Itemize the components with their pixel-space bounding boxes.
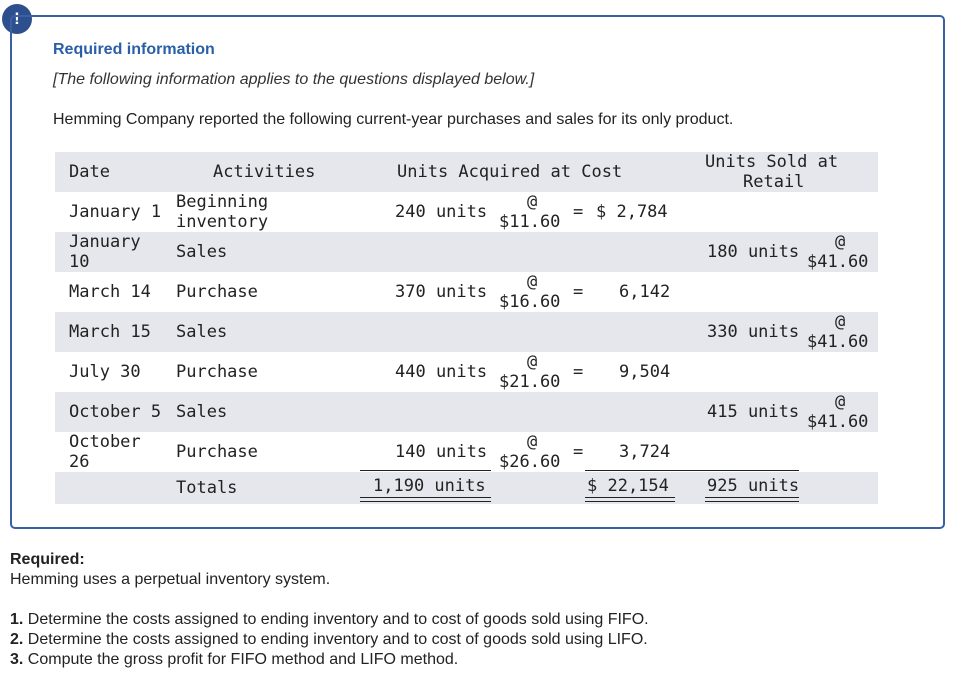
header-units-acquired: Units Acquired at Cost xyxy=(397,162,623,182)
row-sold-units: 180 units xyxy=(707,242,800,262)
row-sold-price: $41.60 xyxy=(807,332,869,352)
row-at-sign: @ xyxy=(527,432,538,452)
header-activities: Activities xyxy=(213,162,316,182)
row-unit-cost: $16.60 xyxy=(499,292,561,312)
required-label: Required: xyxy=(10,551,85,568)
row-activity-line2: inventory xyxy=(176,212,269,232)
cost-subtotal-rule xyxy=(585,470,799,471)
inventory-table xyxy=(55,152,878,504)
row-sold-price: $41.60 xyxy=(807,252,869,272)
row-date: October xyxy=(69,432,141,452)
row-equals: = xyxy=(573,362,584,382)
row-sold-units: 415 units xyxy=(707,402,800,422)
row-activity: Purchase xyxy=(176,442,258,462)
row-total-cost: $ 2,784 xyxy=(596,202,668,222)
row-total-cost: 9,504 xyxy=(619,362,671,382)
row-sold-at-sign: @ xyxy=(835,392,846,412)
row-unit-cost: $21.60 xyxy=(499,372,561,392)
question-3 xyxy=(10,651,458,669)
problem-intro: Hemming Company reported the following current-year purchases and sales for its only product. xyxy=(53,111,734,128)
row-activity: Sales xyxy=(176,242,228,262)
totals-units-acquired: 1,190 units xyxy=(373,476,486,496)
row-date: March 15 xyxy=(69,322,151,342)
question-number: 1. xyxy=(10,611,24,628)
question-text: Compute the gross profit for FIFO method and LIFO method. xyxy=(23,651,459,668)
units-total-double-rule xyxy=(360,497,491,502)
sold-total-double-rule xyxy=(705,497,799,502)
row-date: March 14 xyxy=(69,282,151,302)
row-date-line2: 26 xyxy=(69,452,90,472)
totals-units-sold: 925 units xyxy=(707,476,800,496)
row-date: January xyxy=(69,232,141,252)
totals-cost: $ 22,154 xyxy=(587,476,669,496)
row-units: 240 units xyxy=(395,202,488,222)
row-unit-cost: $26.60 xyxy=(499,452,561,472)
row-total-cost: 6,142 xyxy=(619,282,671,302)
row-date-line2: 10 xyxy=(69,252,90,272)
row-at-sign: @ xyxy=(527,352,538,372)
question-1 xyxy=(10,611,649,629)
totals-label: Totals xyxy=(176,478,238,498)
row-activity: Purchase xyxy=(176,362,258,382)
row-activity: Sales xyxy=(176,322,228,342)
row-sold-units: 330 units xyxy=(707,322,800,342)
row-sold-at-sign: @ xyxy=(835,312,846,332)
header-units-sold-retail: Retail xyxy=(743,172,805,192)
header-date: Date xyxy=(69,162,110,182)
row-units: 140 units xyxy=(395,442,488,462)
row-date: October 5 xyxy=(69,402,162,422)
row-equals: = xyxy=(573,442,584,462)
cost-total-double-rule xyxy=(585,497,675,502)
row-activity: Sales xyxy=(176,402,228,422)
row-total-cost: 3,724 xyxy=(619,442,671,462)
row-units: 440 units xyxy=(395,362,488,382)
row-date: January 1 xyxy=(69,202,162,222)
header-units-sold: Units Sold at xyxy=(705,152,839,172)
row-equals: = xyxy=(573,202,584,222)
required-information-title: Required information xyxy=(53,41,215,58)
information-note: [The following information applies to the questions displayed below.] xyxy=(53,71,535,88)
row-equals: = xyxy=(573,282,584,302)
row-activity: Beginning xyxy=(176,192,269,212)
row-at-sign: @ xyxy=(527,192,538,212)
question-text: Determine the costs assigned to ending inventory and to cost of goods sold using FIFO. xyxy=(23,611,649,628)
question-2 xyxy=(10,631,648,649)
question-number: 3. xyxy=(10,651,24,668)
question-text: Determine the costs assigned to ending inventory and to cost of goods sold using LIFO. xyxy=(23,631,648,648)
required-text: Hemming uses a perpetual inventory system. xyxy=(10,571,331,588)
row-date: July 30 xyxy=(69,362,141,382)
alert-icon: ! xyxy=(2,4,32,34)
row-units: 370 units xyxy=(395,282,488,302)
question-number: 2. xyxy=(10,631,24,648)
row-sold-at-sign: @ xyxy=(835,232,846,252)
row-sold-price: $41.60 xyxy=(807,412,869,432)
row-activity: Purchase xyxy=(176,282,258,302)
row-unit-cost: $11.60 xyxy=(499,212,561,232)
row-at-sign: @ xyxy=(527,272,538,292)
units-subtotal-rule xyxy=(360,470,491,471)
